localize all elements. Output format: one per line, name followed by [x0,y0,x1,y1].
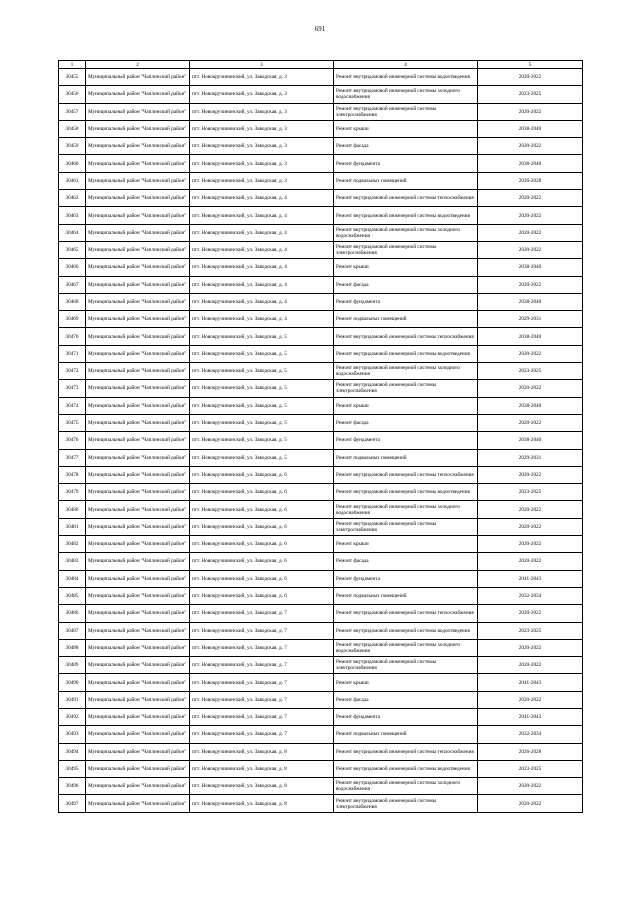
row-number: 30493 [59,726,86,743]
row-number: 30463 [59,207,86,224]
address-cell: пгт. Новокручининский, ул. Заводская, д. 5 [190,397,334,414]
work-type-cell: Ремонт подвальных помещений [334,172,478,189]
work-type-cell: Ремонт внутридомовой инженерной системы холодного водоснабжения [334,639,478,656]
row-number: 30466 [59,259,86,276]
address-cell: пгт. Новокручининский, ул. Заводская, д. 4 [190,259,334,276]
row-number: 30494 [59,743,86,760]
work-type-cell: Ремонт внутридомовой инженерной системы холодного водоснабжения [334,224,478,241]
row-number: 30490 [59,674,86,691]
period-cell: 2020-2022 [478,103,583,120]
municipality-cell: Муниципальный район "Чаплинский район" [86,103,190,120]
period-cell: 2023-2025 [478,86,583,103]
column-header-1: 1 [59,61,86,69]
row-number: 30465 [59,241,86,258]
address-cell: пгт. Новокручининский, ул. Заводская, д. 7 [190,622,334,639]
address-cell: пгт. Новокручининский, ул. Заводская, д. 8 [190,760,334,777]
table-row [59,553,583,570]
address-cell: пгт. Новокручининский, ул. Заводская, д. 7 [190,691,334,708]
row-number: 30471 [59,345,86,362]
period-cell: 2020-2022 [478,190,583,207]
row-number: 30467 [59,276,86,293]
work-type-cell: Ремонт внутридомовой инженерной системы электроснабжения [334,657,478,674]
period-cell: 2029-2031 [478,449,583,466]
period-cell: 2038-2040 [478,328,583,345]
municipality-cell: Муниципальный район "Чаплинский район" [86,172,190,189]
table-row [59,674,583,691]
work-type-cell: Ремонт фасада [334,414,478,431]
table-row [59,120,583,137]
municipality-cell: Муниципальный район "Чаплинский район" [86,276,190,293]
work-type-cell: Ремонт внутридомовой инженерной системы электроснабжения [334,380,478,397]
work-type-cell: Ремонт внутридомовой инженерной системы электроснабжения [334,103,478,120]
address-cell: пгт. Новокручининский, ул. Заводская, д. 6 [190,536,334,553]
page-number: 691 [314,25,326,33]
work-type-cell: Ремонт внутридомовой инженерной системы водоотведения [334,69,478,86]
period-cell: 2020-2022 [478,466,583,483]
period-cell: 2020-2022 [478,345,583,362]
row-number: 30473 [59,380,86,397]
address-cell: пгт. Новокручининский, ул. Заводская, д. 6 [190,570,334,587]
address-cell: пгт. Новокручининский, ул. Заводская, д. 5 [190,328,334,345]
period-cell: 2026-2028 [478,743,583,760]
work-type-cell: Ремонт внутридомовой инженерной системы электроснабжения [334,795,478,812]
address-cell: пгт. Новокручининский, ул. Заводская, д. 4 [190,311,334,328]
period-cell: 2020-2022 [478,536,583,553]
work-type-cell: Ремонт крыши [334,674,478,691]
row-number: 30457 [59,103,86,120]
municipality-cell: Муниципальный район "Чаплинский район" [86,674,190,691]
table-row [59,760,583,777]
table-body [59,69,583,813]
address-cell: пгт. Новокручининский, ул. Заводская, д. 3 [190,138,334,155]
row-number: 30470 [59,328,86,345]
municipality-cell: Муниципальный район "Чаплинский район" [86,553,190,570]
table-row [59,397,583,414]
table-row [59,190,583,207]
address-cell: пгт. Новокручининский, ул. Заводская, д. 5 [190,432,334,449]
row-number: 30486 [59,605,86,622]
work-type-cell: Ремонт внутридомовой инженерной системы водоотведения [334,207,478,224]
table-row [59,484,583,501]
address-cell: пгт. Новокручининский, ул. Заводская, д. 4 [190,276,334,293]
period-cell: 2038-2040 [478,155,583,172]
table-row [59,363,583,380]
table-row [59,657,583,674]
row-number: 30455 [59,69,86,86]
table-row [59,778,583,795]
row-number: 30487 [59,622,86,639]
period-cell: 2020-2022 [478,207,583,224]
column-header-5: 5 [478,61,583,69]
address-cell: пгт. Новокручининский, ул. Заводская, д. 7 [190,605,334,622]
work-type-cell: Ремонт фундамента [334,432,478,449]
table-row [59,103,583,120]
table-row [59,449,583,466]
row-number: 30492 [59,708,86,725]
row-number: 30475 [59,414,86,431]
address-cell: пгт. Новокручининский, ул. Заводская, д. 7 [190,639,334,656]
period-cell: 2038-2040 [478,397,583,414]
table-row [59,207,583,224]
address-cell: пгт. Новокручининский, ул. Заводская, д. 4 [190,190,334,207]
row-number: 30469 [59,311,86,328]
row-number: 30461 [59,172,86,189]
period-cell: 2023-2025 [478,484,583,501]
municipality-cell: Муниципальный район "Чаплинский район" [86,380,190,397]
address-cell: пгт. Новокручининский, ул. Заводская, д. 3 [190,172,334,189]
period-cell: 2023-2025 [478,363,583,380]
row-number: 30474 [59,397,86,414]
column-header-4: 4 [334,61,478,69]
table-row [59,155,583,172]
table-row [59,86,583,103]
work-type-cell: Ремонт внутридомовой инженерной системы теплоснабжения [334,328,478,345]
period-cell: 2020-2022 [478,605,583,622]
municipality-cell: Муниципальный район "Чаплинский район" [86,120,190,137]
municipality-cell: Муниципальный район "Чаплинский район" [86,466,190,483]
table-row [59,293,583,310]
municipality-cell: Муниципальный район "Чаплинский район" [86,345,190,362]
municipality-cell: Муниципальный район "Чаплинский район" [86,432,190,449]
work-type-cell: Ремонт крыши [334,259,478,276]
row-number: 30488 [59,639,86,656]
period-cell: 2026-2028 [478,172,583,189]
address-cell: пгт. Новокручининский, ул. Заводская, д. 6 [190,466,334,483]
table-row [59,570,583,587]
municipality-cell: Муниципальный район "Чаплинский район" [86,138,190,155]
work-type-cell: Ремонт внутридомовой инженерной системы холодного водоснабжения [334,501,478,518]
work-type-cell: Ремонт фасада [334,691,478,708]
register-table [58,60,583,813]
municipality-cell: Муниципальный район "Чаплинский район" [86,778,190,795]
address-cell: пгт. Новокручининский, ул. Заводская, д. 3 [190,69,334,86]
work-type-cell: Ремонт внутридомовой инженерной системы теплоснабжения [334,466,478,483]
period-cell: 2020-2022 [478,69,583,86]
address-cell: пгт. Новокручининский, ул. Заводская, д. 5 [190,363,334,380]
table-row [59,311,583,328]
row-number: 30477 [59,449,86,466]
period-cell: 2020-2022 [478,778,583,795]
table-row [59,138,583,155]
period-cell: 2020-2022 [478,380,583,397]
address-cell: пгт. Новокручининский, ул. Заводская, д. 7 [190,657,334,674]
address-cell: пгт. Новокручининский, ул. Заводская, д. 3 [190,86,334,103]
address-cell: пгт. Новокручининский, ул. Заводская, д. 6 [190,501,334,518]
row-number: 30484 [59,570,86,587]
row-number: 30495 [59,760,86,777]
table-row [59,726,583,743]
municipality-cell: Муниципальный район "Чаплинский район" [86,69,190,86]
municipality-cell: Муниципальный район "Чаплинский район" [86,311,190,328]
address-cell: пгт. Новокручининский, ул. Заводская, д. 4 [190,224,334,241]
period-cell: 2029-2031 [478,311,583,328]
work-type-cell: Ремонт внутридомовой инженерной системы теплоснабжения [334,190,478,207]
table-row [59,241,583,258]
work-type-cell: Ремонт внутридомовой инженерной системы электроснабжения [334,241,478,258]
table-row [59,259,583,276]
work-type-cell: Ремонт внутридомовой инженерной системы холодного водоснабжения [334,778,478,795]
period-cell: 2020-2022 [478,657,583,674]
period-cell: 2020-2022 [478,414,583,431]
table-row [59,708,583,725]
table-row [59,518,583,535]
table-row [59,345,583,362]
address-cell: пгт. Новокручининский, ул. Заводская, д. 5 [190,449,334,466]
address-cell: пгт. Новокручининский, ул. Заводская, д. 6 [190,587,334,604]
work-type-cell: Ремонт подвальных помещений [334,311,478,328]
work-type-cell: Ремонт фасада [334,138,478,155]
table-row [59,328,583,345]
period-cell: 2023-2025 [478,622,583,639]
address-cell: пгт. Новокручининский, ул. Заводская, д. 5 [190,380,334,397]
column-header-3: 3 [190,61,334,69]
period-cell: 2020-2022 [478,276,583,293]
work-type-cell: Ремонт фундамента [334,293,478,310]
row-number: 30476 [59,432,86,449]
address-cell: пгт. Новокручининский, ул. Заводская, д. 7 [190,726,334,743]
municipality-cell: Муниципальный район "Чаплинский район" [86,449,190,466]
header-row [59,61,583,69]
table-row [59,380,583,397]
period-cell: 2020-2022 [478,518,583,535]
work-type-cell: Ремонт подвальных помещений [334,449,478,466]
municipality-cell: Муниципальный район "Чаплинский район" [86,536,190,553]
row-number: 30459 [59,138,86,155]
municipality-cell: Муниципальный район "Чаплинский район" [86,570,190,587]
municipality-cell: Муниципальный район "Чаплинский район" [86,259,190,276]
table-row [59,172,583,189]
work-type-cell: Ремонт фасада [334,553,478,570]
work-type-cell: Ремонт фундамента [334,570,478,587]
row-number: 30478 [59,466,86,483]
municipality-cell: Муниципальный район "Чаплинский район" [86,155,190,172]
work-type-cell: Ремонт крыши [334,536,478,553]
municipality-cell: Муниципальный район "Чаплинский район" [86,224,190,241]
row-number: 30458 [59,120,86,137]
municipality-cell: Муниципальный район "Чаплинский район" [86,328,190,345]
period-cell: 2041-2043 [478,674,583,691]
table-row [59,276,583,293]
municipality-cell: Муниципальный район "Чаплинский район" [86,795,190,812]
row-number: 30485 [59,587,86,604]
period-cell: 2020-2022 [478,138,583,155]
municipality-cell: Муниципальный район "Чаплинский район" [86,587,190,604]
table-row [59,466,583,483]
work-type-cell: Ремонт внутридомовой инженерной системы холодного водоснабжения [334,86,478,103]
table-row [59,691,583,708]
work-type-cell: Ремонт внутридомовой инженерной системы водоотведения [334,345,478,362]
period-cell: 2020-2022 [478,691,583,708]
period-cell: 2023-2025 [478,760,583,777]
table-row [59,536,583,553]
row-number: 30491 [59,691,86,708]
work-type-cell: Ремонт фундамента [334,708,478,725]
period-cell: 2038-2040 [478,293,583,310]
municipality-cell: Муниципальный район "Чаплинский район" [86,363,190,380]
work-type-cell: Ремонт фасада [334,276,478,293]
period-cell: 2020-2022 [478,795,583,812]
work-type-cell: Ремонт внутридомовой инженерной системы теплоснабжения [334,605,478,622]
address-cell: пгт. Новокручининский, ул. Заводская, д. 3 [190,155,334,172]
work-type-cell: Ремонт фундамента [334,155,478,172]
column-header-2: 2 [86,61,190,69]
municipality-cell: Муниципальный район "Чаплинский район" [86,708,190,725]
address-cell: пгт. Новокручининский, ул. Заводская, д. 6 [190,553,334,570]
address-cell: пгт. Новокручининский, ул. Заводская, д. 5 [190,345,334,362]
row-number: 30462 [59,190,86,207]
address-cell: пгт. Новокручининский, ул. Заводская, д. 7 [190,708,334,725]
address-cell: пгт. Новокручининский, ул. Заводская, д. 4 [190,241,334,258]
table-row [59,224,583,241]
table-header [59,61,583,69]
municipality-cell: Муниципальный район "Чаплинский район" [86,501,190,518]
period-cell: 2032-2034 [478,587,583,604]
address-cell: пгт. Новокручининский, ул. Заводская, д. 4 [190,293,334,310]
municipality-cell: Муниципальный район "Чаплинский район" [86,605,190,622]
municipality-cell: Муниципальный район "Чаплинский район" [86,207,190,224]
row-number: 30489 [59,657,86,674]
period-cell: 2032-2034 [478,726,583,743]
table-row [59,743,583,760]
work-type-cell: Ремонт крыши [334,397,478,414]
work-type-cell: Ремонт внутридомовой инженерной системы водоотведения [334,484,478,501]
row-number: 30483 [59,553,86,570]
row-number: 30468 [59,293,86,310]
table-row [59,69,583,86]
municipality-cell: Муниципальный район "Чаплинский район" [86,657,190,674]
municipality-cell: Муниципальный район "Чаплинский район" [86,691,190,708]
work-type-cell: Ремонт подвальных помещений [334,726,478,743]
period-cell: 2020-2022 [478,501,583,518]
period-cell: 2038-2040 [478,432,583,449]
municipality-cell: Муниципальный район "Чаплинский район" [86,743,190,760]
period-cell: 2041-2043 [478,570,583,587]
row-number: 30460 [59,155,86,172]
address-cell: пгт. Новокручининский, ул. Заводская, д. 3 [190,103,334,120]
period-cell: 2038-2040 [478,259,583,276]
row-number: 30497 [59,795,86,812]
work-type-cell: Ремонт внутридомовой инженерной системы холодного водоснабжения [334,363,478,380]
work-type-cell: Ремонт внутридомовой инженерной системы электроснабжения [334,518,478,535]
table-row [59,622,583,639]
municipality-cell: Муниципальный район "Чаплинский район" [86,726,190,743]
work-type-cell: Ремонт внутридомовой инженерной системы теплоснабжения [334,743,478,760]
address-cell: пгт. Новокручининский, ул. Заводская, д. 8 [190,743,334,760]
municipality-cell: Муниципальный район "Чаплинский район" [86,86,190,103]
period-cell: 2038-2040 [478,120,583,137]
table-row [59,501,583,518]
municipality-cell: Муниципальный район "Чаплинский район" [86,241,190,258]
work-type-cell: Ремонт внутридомовой инженерной системы водоотведения [334,622,478,639]
table-row [59,795,583,812]
municipality-cell: Муниципальный район "Чаплинский район" [86,293,190,310]
address-cell: пгт. Новокручининский, ул. Заводская, д. 7 [190,674,334,691]
table-row [59,414,583,431]
address-cell: пгт. Новокручининский, ул. Заводская, д. 6 [190,518,334,535]
period-cell: 2020-2022 [478,639,583,656]
work-type-cell: Ремонт крыши [334,120,478,137]
row-number: 30481 [59,518,86,535]
municipality-cell: Муниципальный район "Чаплинский район" [86,484,190,501]
address-cell: пгт. Новокручининский, ул. Заводская, д. 3 [190,120,334,137]
row-number: 30479 [59,484,86,501]
address-cell: пгт. Новокручининский, ул. Заводская, д. 4 [190,207,334,224]
municipality-cell: Муниципальный район "Чаплинский район" [86,760,190,777]
municipality-cell: Муниципальный район "Чаплинский район" [86,639,190,656]
address-cell: пгт. Новокручининский, ул. Заводская, д. 8 [190,778,334,795]
table-row [59,605,583,622]
municipality-cell: Муниципальный район "Чаплинский район" [86,190,190,207]
row-number: 30456 [59,86,86,103]
municipality-cell: Муниципальный район "Чаплинский район" [86,622,190,639]
period-cell: 2041-2043 [478,708,583,725]
table-row [59,432,583,449]
municipality-cell: Муниципальный район "Чаплинский район" [86,414,190,431]
municipality-cell: Муниципальный район "Чаплинский район" [86,518,190,535]
table-row [59,639,583,656]
row-number: 30482 [59,536,86,553]
address-cell: пгт. Новокручининский, ул. Заводская, д. 6 [190,484,334,501]
row-number: 30464 [59,224,86,241]
table-row [59,587,583,604]
work-type-cell: Ремонт внутридомовой инженерной системы водоотведения [334,760,478,777]
period-cell: 2020-2022 [478,553,583,570]
row-number: 30472 [59,363,86,380]
address-cell: пгт. Новокручининский, ул. Заводская, д. 8 [190,795,334,812]
period-cell: 2020-2022 [478,241,583,258]
row-number: 30480 [59,501,86,518]
address-cell: пгт. Новокручининский, ул. Заводская, д. 5 [190,414,334,431]
row-number: 30496 [59,778,86,795]
period-cell: 2020-2022 [478,224,583,241]
work-type-cell: Ремонт подвальных помещений [334,587,478,604]
municipality-cell: Муниципальный район "Чаплинский район" [86,397,190,414]
